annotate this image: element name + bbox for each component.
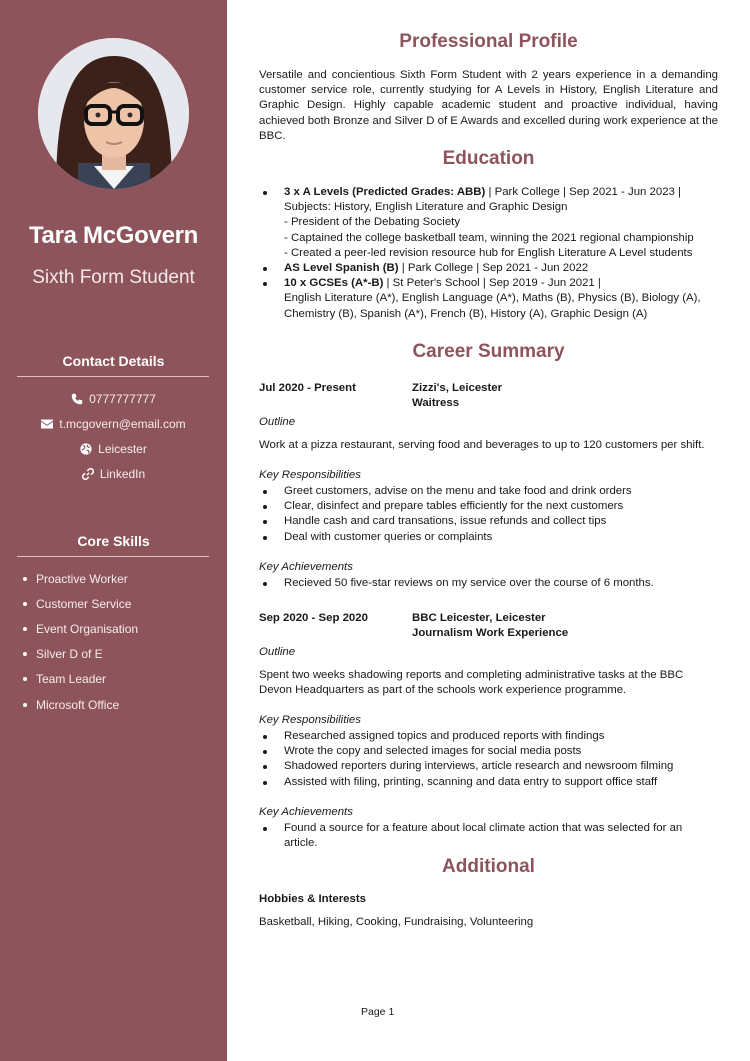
contact-phone[interactable]: [0, 386, 227, 411]
sidebar: [0, 0, 227, 1061]
gcse-title: 10 x GCSEs (A*-B): [284, 277, 384, 290]
as-level-title: AS Level Spanish (B): [284, 262, 399, 275]
skills-list: [23, 566, 138, 717]
list-item: Shadowed reporters during interviews, article research and newsroom filming: [259, 759, 718, 774]
skills-heading: Core Skills: [77, 533, 150, 549]
education-item: [259, 185, 718, 200]
page-number: Page 1: [361, 1006, 395, 1018]
gcse-meta: | St Peter's School | Sep 2019 - Jun 2021 |: [383, 277, 601, 290]
education-detail-line: - Captained the college basketball team, winning the 2021 regional championship: [284, 231, 694, 244]
hobbies-text: Basketball, Hiking, Cooking, Fundraising, Volunteering: [259, 916, 534, 928]
gcse-details: English Literature (A*), English Language (A*), Maths (B), Physics (B), Biology (A), Chemistry (B), Spanish (A*), French (B), History (A), Graphic Design (A): [284, 292, 701, 320]
skill-label: Proactive Worker: [36, 571, 128, 586]
skill-item: [23, 591, 138, 616]
contact-list: [0, 386, 227, 487]
contact-heading: Contact Details: [62, 353, 165, 369]
skill-label: Silver D of E: [36, 647, 103, 662]
job-achievements-label: Key Achievements: [259, 561, 353, 573]
list-item: Found a source for a feature about local climate action that was selected for an article.: [259, 821, 718, 851]
job-responsibilities-label: Key Responsibilities: [259, 469, 361, 481]
skill-item: [23, 642, 138, 667]
contact-divider: [17, 376, 209, 377]
email-icon: [41, 418, 53, 430]
skills-divider: [17, 556, 209, 557]
job-header: [259, 381, 718, 413]
contact-phone-text: 0777777777: [89, 391, 156, 406]
education-list: [259, 185, 718, 322]
job-responsibilities: [259, 484, 718, 545]
education-item: [259, 261, 718, 276]
alevels-title: 3 x A Levels (Predicted Grades: ABB): [284, 186, 486, 198]
skill-label: Team Leader: [36, 672, 107, 687]
contact-location-text: Leicester: [98, 441, 147, 456]
education-item: [259, 276, 718, 291]
bullet-icon: [23, 577, 27, 581]
skill-item: [23, 616, 138, 641]
list-item: Assisted with filing, printing, scanning and data entry to support office staff: [259, 775, 718, 790]
skill-label: Customer Service: [36, 596, 132, 611]
job-responsibilities: [259, 729, 718, 790]
bullet-icon: [23, 703, 27, 707]
job-outline-label: Outline: [259, 646, 296, 658]
job-achievements-label: Key Achievements: [259, 806, 353, 818]
job-employer: Zizzi's, Leicester: [412, 382, 503, 394]
education-detail-line: Subjects: History, English Literature and Graphic Design: [284, 201, 568, 214]
candidate-role: Sixth Form Student: [32, 267, 195, 288]
as-level-meta: | Park College | Sep 2021 - Jun 2022: [398, 262, 589, 275]
skill-item: [23, 692, 138, 717]
link-icon: [82, 468, 94, 480]
education-detail-line: - Created a peer-led revision resource hub for English Literature A Level students: [284, 246, 693, 259]
globe-icon: [80, 443, 92, 455]
job-outline: Spent two weeks shadowing reports and completing administrative tasks at the BBC Devon Headquarters as part of the schools work experience programme.: [259, 669, 684, 697]
contact-linkedin-text: LinkedIn: [99, 467, 146, 482]
skill-label: Event Organisation: [36, 621, 139, 636]
job-outline-label: Outline: [259, 416, 296, 428]
profile-photo: [38, 38, 189, 189]
candidate-name: Tara McGovern: [28, 222, 199, 249]
job-achievements: [259, 576, 718, 591]
professional-profile-heading: Professional Profile: [399, 31, 578, 52]
skill-item: [23, 566, 138, 591]
skill-item: [23, 667, 138, 692]
career-summary-heading: Career Summary: [412, 341, 565, 362]
list-item: Greet customers, advise on the menu and take food and drink orders: [259, 484, 718, 499]
bullet-icon: [23, 627, 27, 631]
contact-email[interactable]: [0, 411, 227, 436]
phone-icon: [71, 393, 83, 405]
list-item: Wrote the copy and selected images for social media posts: [259, 744, 718, 759]
job-title: Journalism Work Experience: [412, 627, 569, 640]
bullet-icon: [23, 677, 27, 681]
list-item: Handle cash and card transations, issue refunds and collect tips: [259, 514, 718, 529]
skill-label: Microsoft Office: [36, 697, 120, 712]
education-detail-line: - President of the Debating Society: [284, 216, 461, 229]
professional-profile-text: Versatile and concientious Sixth Form Student with 2 years experience in a demanding customer service role, currently studying for A Levels in History, English Literature and Graphic Design. Highly capable academic student and proactive individual, having achieved both Bronze and Silver D of E Awards and excelled during work experience at the BBC.: [259, 69, 718, 142]
list-item: Recieved 50 five-star reviews on my service over the course of 6 months.: [259, 576, 718, 591]
contact-linkedin[interactable]: [0, 462, 227, 487]
list-item: Clear, disinfect and prepare tables efficiently for the next customers: [259, 499, 718, 514]
portrait-illustration: [38, 38, 189, 189]
job-header: [259, 611, 718, 643]
job-responsibilities-label: Key Responsibilities: [259, 714, 361, 726]
education-heading: Education: [442, 148, 535, 169]
bullet-icon: [23, 602, 27, 606]
alevels-meta: | Park College | Sep 2021 - Jun 2023 |: [485, 186, 681, 198]
job-dates: Sep 2020 - Sep 2020: [259, 612, 368, 624]
contact-location: [0, 436, 227, 461]
contact-email-text: t.mcgovern@email.com: [59, 416, 186, 431]
hobbies-heading: Hobbies & Interests: [259, 893, 366, 905]
job-employer: BBC Leicester, Leicester: [412, 612, 546, 624]
list-item: Researched assigned topics and produced reports with findings: [259, 729, 718, 744]
additional-heading: Additional: [442, 856, 535, 877]
job-title: Waitress: [412, 397, 460, 410]
job-outline: Work at a pizza restaurant, serving food and beverages to up to 120 customers per shift.: [259, 439, 705, 451]
bullet-icon: [23, 652, 27, 656]
job-dates: Jul 2020 - Present: [259, 382, 356, 394]
list-item: Deal with customer queries or complaints: [259, 530, 718, 545]
job-achievements: [259, 821, 718, 851]
